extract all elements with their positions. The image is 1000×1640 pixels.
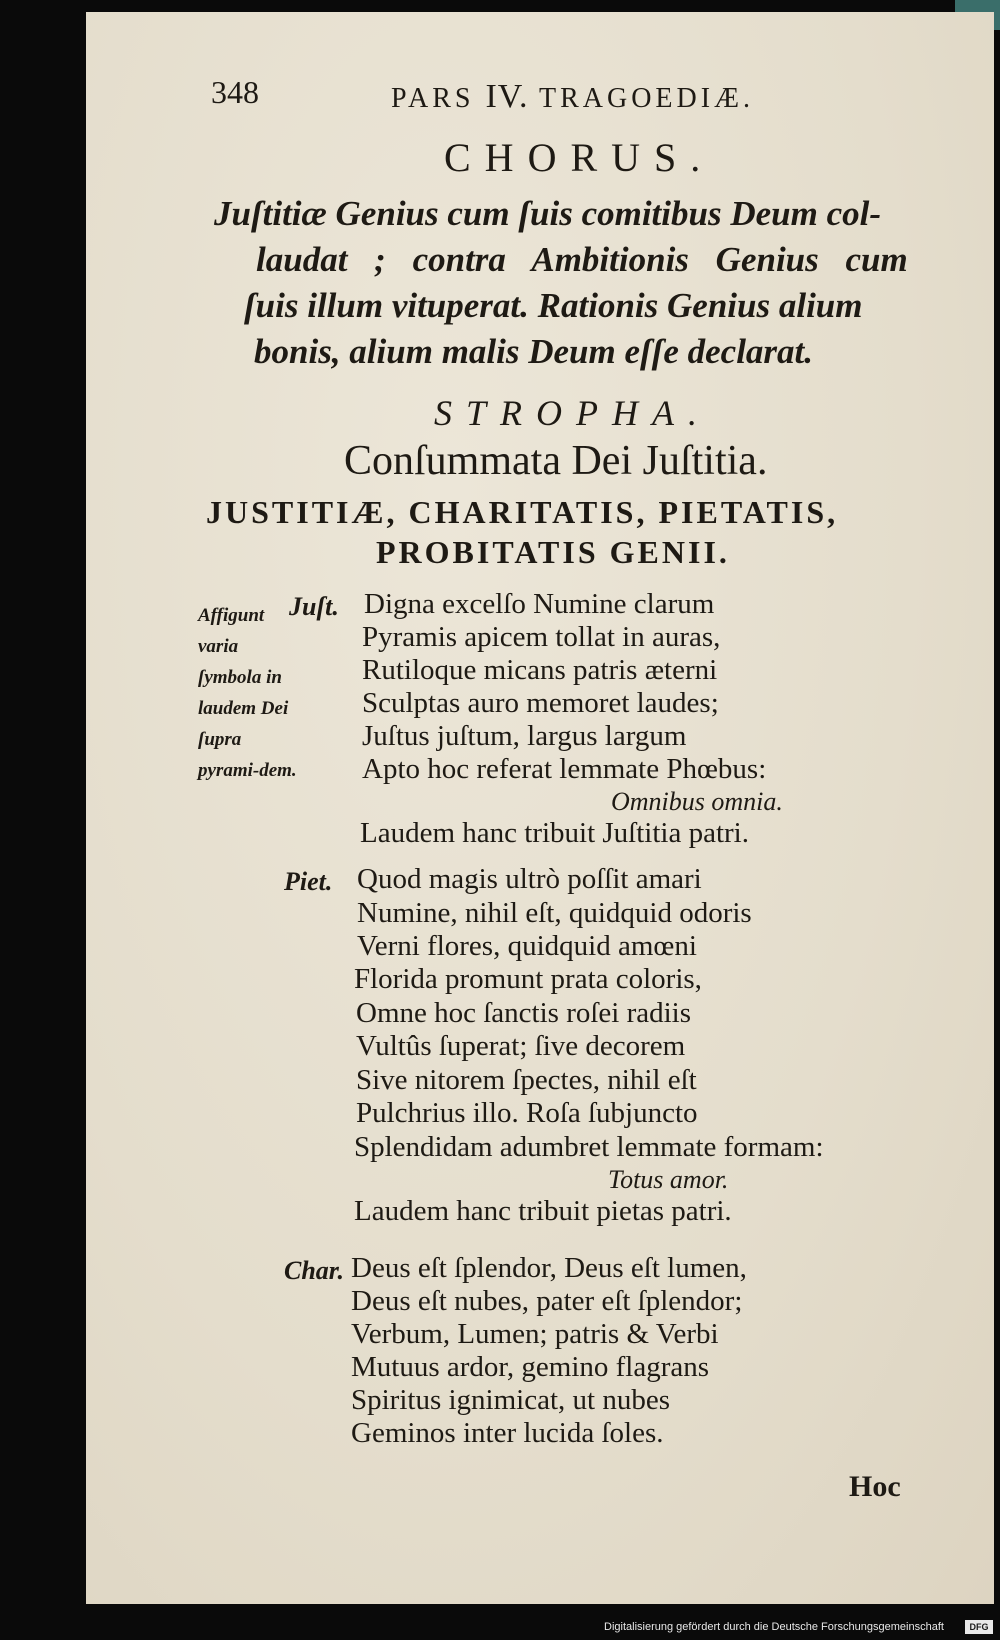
running-head-title: TRAGOEDIÆ.: [538, 83, 754, 114]
verse-line: Spiritus ignimicat, ut nubes: [351, 1384, 670, 1416]
refrain-line: Omnibus omnia.: [611, 787, 783, 816]
speaker-label-just: Juſt.: [289, 592, 339, 621]
stropha-heading: STROPHA.: [434, 393, 711, 433]
argument-line: Juſtitiæ Genius cum ſuis comitibus Deum col-: [214, 194, 881, 233]
refrain-line: Totus amor.: [608, 1165, 729, 1194]
book-page: [86, 12, 994, 1604]
running-head-pars: PARS: [391, 83, 475, 114]
verse-line: Omne hoc ſanctis roſei radiis: [356, 997, 692, 1029]
speaker-label-char: Char.: [284, 1256, 344, 1285]
verse-line: Deus eſt nubes, pater eſt ſplendor;: [351, 1285, 743, 1317]
digitization-credit: Digitalisierung gefördert durch die Deutsche Forschungsgemeinschaft: [604, 1621, 944, 1633]
argument-line: laudat ; contra Ambitionis Genius cum: [256, 240, 908, 279]
verse-line: Mutuus ardor, gemino flagrans: [351, 1351, 710, 1383]
verse-line: Pulchrius illo. Roſa ſubjuncto: [356, 1097, 698, 1129]
running-head: [391, 78, 754, 116]
characters-line: JUSTITIÆ, CHARITATIS, PIETATIS,: [206, 494, 839, 530]
catchword: Hoc: [849, 1470, 901, 1503]
verse-line: Apto hoc referat lemmate Phœbus:: [362, 753, 767, 785]
verse-line: Verbum, Lumen; patris & Verbi: [351, 1318, 719, 1350]
dfg-logo: DFG: [965, 1620, 993, 1634]
verse-line: Juſtus juſtum, largus largum: [362, 720, 687, 752]
verse-line: Verni flores, quidquid amœni: [357, 930, 697, 962]
verse-line: Vultûs ſuperat; ſive decorem: [356, 1030, 686, 1062]
verse-line: Laudem hanc tribuit pietas patri.: [354, 1195, 732, 1227]
characters-line: PROBITATIS GENII.: [376, 534, 730, 570]
verse-line: Numine, nihil eſt, quidquid odoris: [357, 897, 752, 929]
section-subtitle: Conſummata Dei Juſtitia.: [344, 438, 768, 484]
verse-line: Sive nitorem ſpectes, nihil eſt: [356, 1064, 697, 1096]
verse-line: Geminos inter lucida ſoles.: [351, 1417, 664, 1449]
margin-note: Affigunt varia ſymbola in laudem Dei ſupra pyrami-dem.: [198, 605, 297, 781]
verse-line: Quod magis ultrò poſſit amari: [357, 863, 702, 895]
verse-line: Digna excelſo Numine clarum: [364, 588, 715, 620]
argument-line: ſuis illum vituperat. Rationis Genius alium: [244, 286, 863, 325]
verse-line: Deus eſt ſplendor, Deus eſt lumen,: [351, 1252, 747, 1284]
argument-line: bonis, alium malis Deum eſſe declarat.: [254, 332, 814, 371]
verse-line: Rutiloque micans patris æterni: [362, 654, 718, 686]
page-number: 348: [211, 74, 259, 110]
verse-line: Sculptas auro memoret laudes;: [362, 687, 719, 719]
verse-line: Pyramis apicem tollat in auras,: [362, 621, 721, 653]
verse-line: Splendidam adumbret lemmate formam:: [354, 1131, 824, 1163]
running-head-numeral: IV.: [485, 78, 529, 115]
speaker-label-piet: Piet.: [284, 867, 333, 896]
verse-line: Florida promunt prata coloris,: [354, 963, 702, 995]
verse-line: Laudem hanc tribuit Juſtitia patri.: [360, 817, 749, 849]
chorus-heading: CHORUS.: [444, 135, 715, 180]
